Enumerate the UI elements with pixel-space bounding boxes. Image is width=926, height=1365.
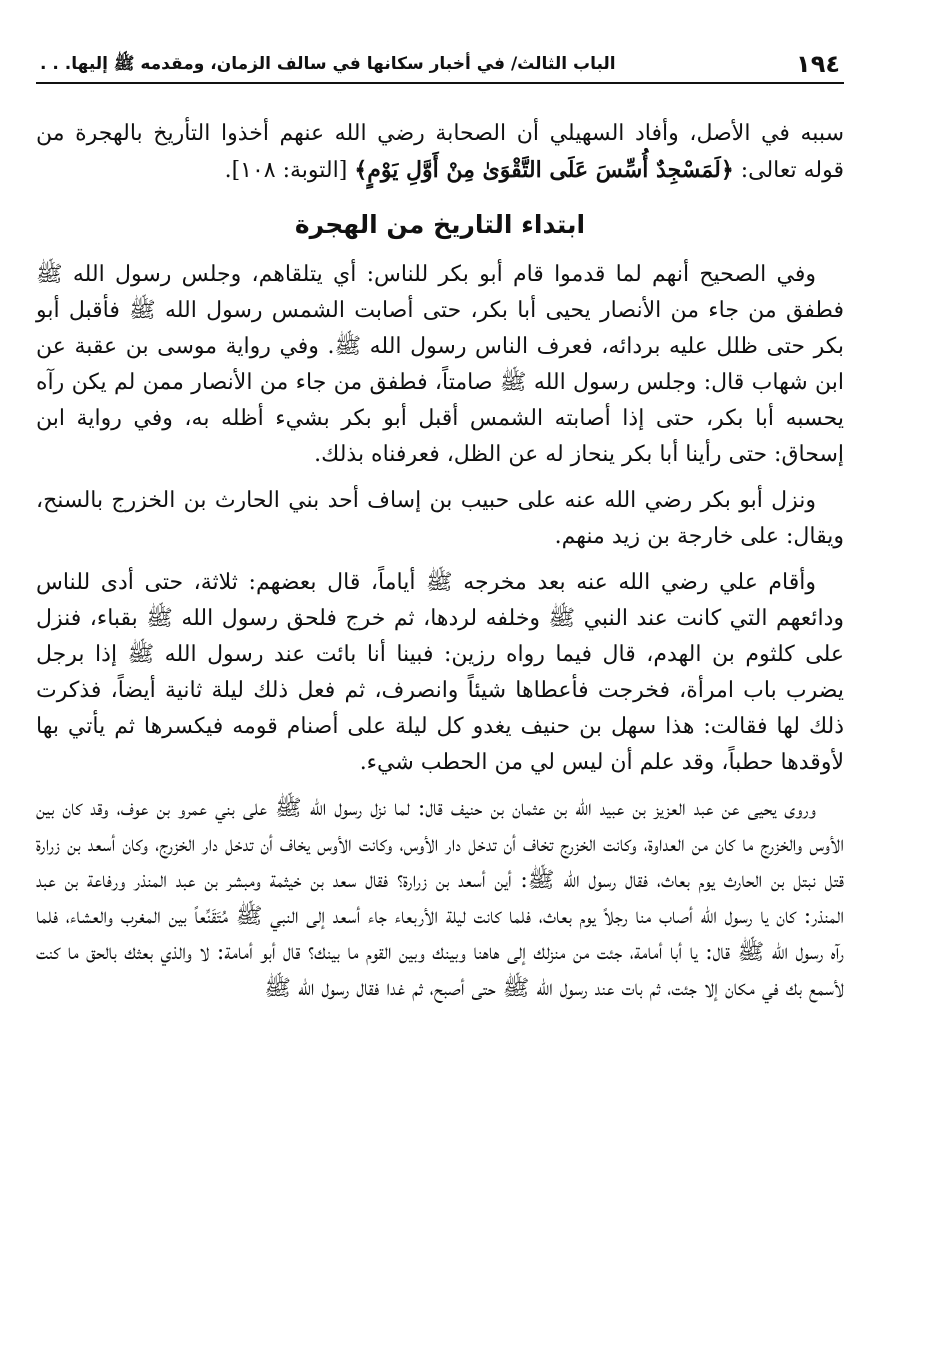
page-number: ١٩٤ xyxy=(796,50,840,78)
paragraph: ونزل أبو بكر رضي الله عنه على حبيب بن إساف أحد بني الحارث بن الخزرج بالسنح، ويقال: على خارجة بن زيد منهم. xyxy=(36,488,844,549)
body-text xyxy=(36,116,844,1007)
running-header xyxy=(36,40,844,84)
paragraph: وفي الصحيح أنهم لما قدموا قام أبو بكر للناس: أي يتلقاهم، وجلس رسول الله ﷺ فطفق من جاء من الأنصار يحيى أبا بكر، حتى أصابت الشمس رسول الله ﷺ فأقبل أبو بكر حتى ظلل عليه بردائه، فعرف الناس رسول الله ﷺ. وفي رواية موسى بن عقبة عن ابن شهاب قال: وجلس رسول الله ﷺ صامتاً، فطفق من جاء من الأنصار ممن لم يكن رآه يحسبه أبا بكر، حتى إذا أصابته الشمس أقبل أبو بكر بشيء أظله به، وفي رواية ابن إسحاق: حتى رأينا أبا بكر ينحاز له عن الظل، فعرفناه بذلك. xyxy=(36,262,844,467)
section-heading: ابتداء التاريخ من الهجرة xyxy=(294,210,586,239)
paragraph: وروى يحيى عن عبد العزيز بن عبيد الله بن عثمان بن حنيف قال: لما نزل رسول الله ﷺ على بني عمرو بن عوف، وقد كان بين الأوس والخزرج ما كان من العداوة، وكانت الخزرج تخاف أن تدخل دار الأوس، وكانت الأوس يخاف أن تدخل دار الخزرج، وكان أسعد بن زرارة قتل نبتل بن الحارث يوم بعاث، فقال رسول الله ﷺ: أين أسعد بن زرارة؟ فقال سعد بن خيثمة ومبشر بن عبد المنذر ورفاعة بن عبد المنذر: كان يا رسول الله أصاب منا رجلاً يوم بعاث، فلما كانت ليلة الأربعاء جاء أسعد إلى النبي ﷺ مُتَقَنِّعاً بين المغرب والعشاء، فلما رآه رسول الله ﷺ قال: يا أبا أمامة، جئت من منزلك إلى هاهنا وبينك وبين القوم ما بينك؟ قال أبو أمامة: لا والذي بعثك بالحق ما كنت لأسمع بك في مكان إلا جئت، ثم بات عند رسول الله ﷺ حتى أصبح، ثم غدا فقال رسول الله ﷺ xyxy=(36,796,845,1001)
intro-paragraph xyxy=(36,116,844,189)
book-page xyxy=(36,40,844,1340)
intro-text-before: سببه في الأصل، وأفاد السهيلي أن الصحابة رضي الله عنهم أخذوا التأريخ بالهجرة من قوله تعالى: xyxy=(36,121,844,183)
paragraph: وأقام علي رضي الله عنه بعد مخرجه ﷺ أياماً، قال بعضهم: ثلاثة، حتى أدى للناس ودائعهم التي كانت عند النبي ﷺ وخلفه لردها، ثم خرج فلحق رسول الله ﷺ بقباء، فنزل على كلثوم بن الهدم، قال فيما رواه رزين: فبينا أنا بائت عند رسول الله ﷺ إذا برجل يضرب باب امرأة، فخرجت فأعطاها شيئاً وانصرف، ثم فعل ذلك ليلة ثانية أيضاً، فذكرت ذلك لها فقالت: هذا سهل بن حنيف يغدو كل ليلة على أصنام قومه فيكسرها ثم يأتي بها لأوقدها حطباً، وقد علم أن ليس لي من الحطب شيء. xyxy=(36,570,844,775)
quran-verse: ﴿لَمَسْجِدٌ أُسِّسَ عَلَى التَّقْوَىٰ مِنْ أَوَّلِ يَوْمٍ﴾ xyxy=(354,157,734,183)
chapter-title: الباب الثالث/ في أخبار سكانها في سالف الزمان، ومقدمه ﷺ إليها. . . xyxy=(40,54,616,74)
intro-text-after: [التوبة: ١٠٨]. xyxy=(224,158,355,183)
